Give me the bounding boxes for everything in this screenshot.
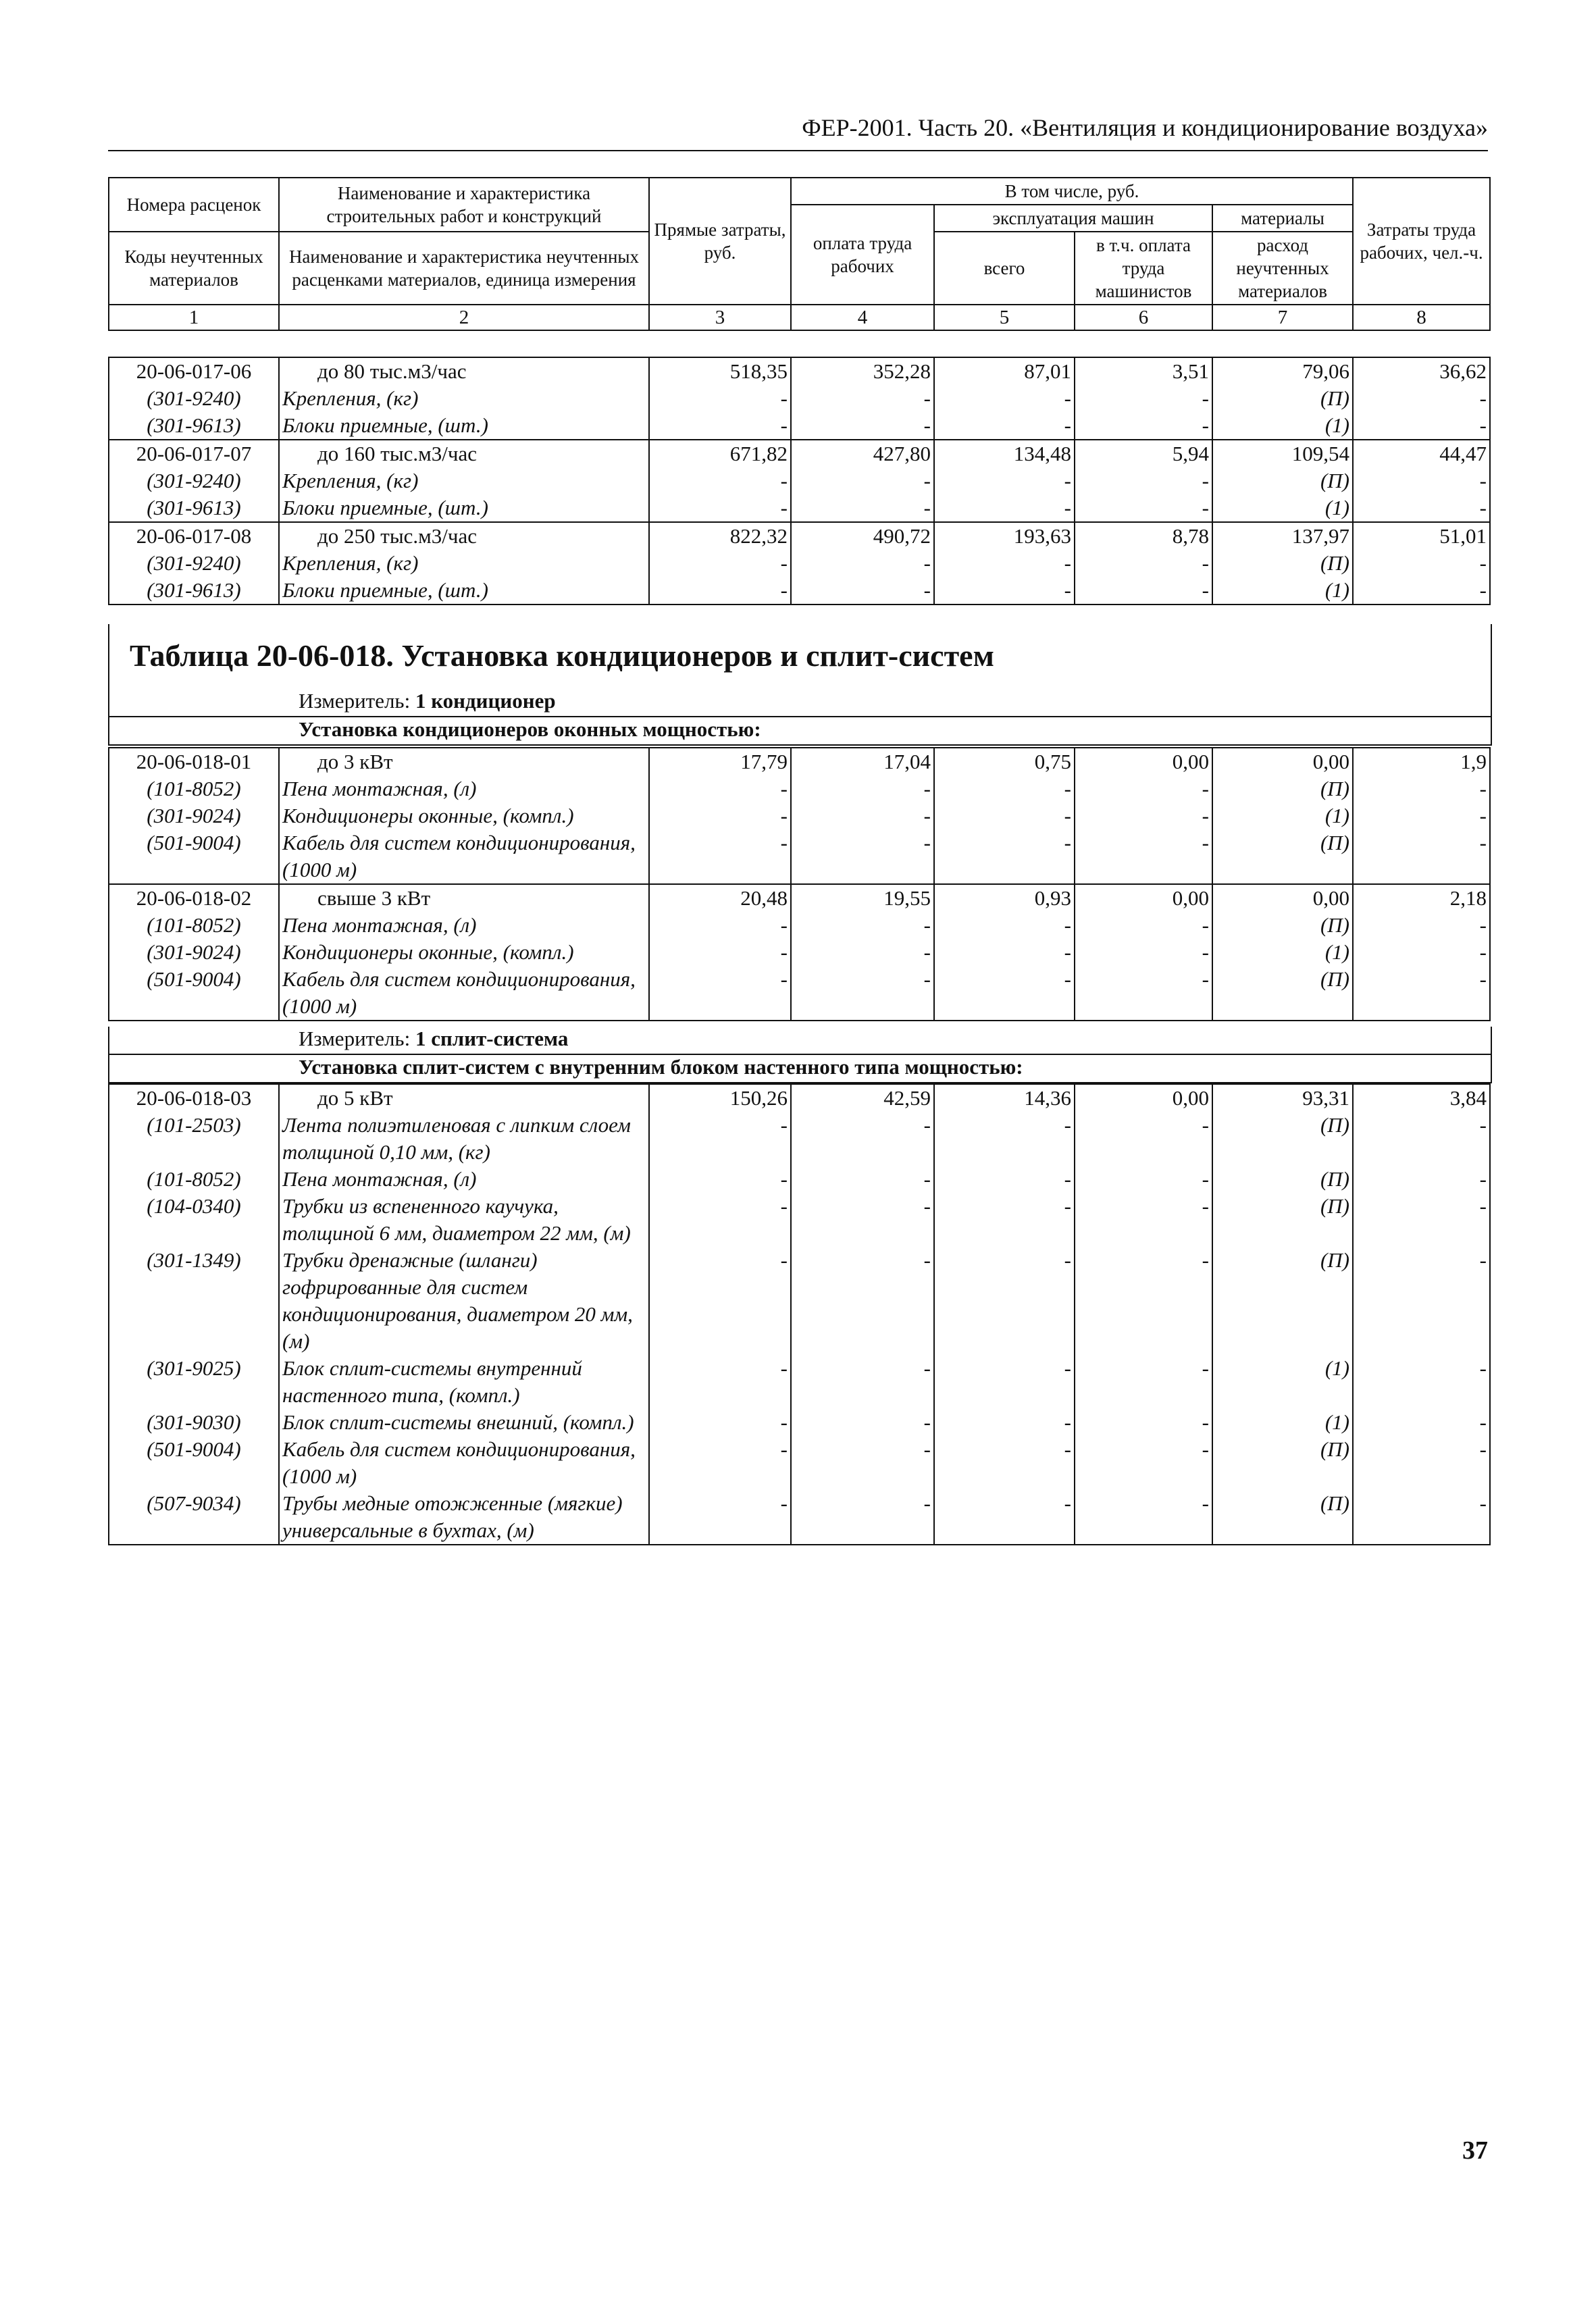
machine-total: 87,01 [934,357,1075,385]
dash-cell: - [649,1247,791,1355]
material-name: Лента полиэтиленовая с липким слоем толщиной 0,10 мм, (кг) [279,1112,649,1166]
material-code: (301-9024) [109,939,279,966]
dash-cell: - [934,912,1075,939]
dash-cell: - [649,1436,791,1490]
meter-value: 1 сплит-система [415,1027,569,1050]
rate-code: 20-06-017-06 [109,357,279,385]
material-name: Кабель для систем кондиционирования, (1000 м) [279,1436,649,1490]
dash-cell: - [1353,829,1490,884]
operator-pay: 0,00 [1075,1084,1212,1112]
meter-label: Измеритель: [299,689,411,713]
material-row [109,802,1490,829]
direct-cost: 150,26 [649,1084,791,1112]
dash-cell: - [934,939,1075,966]
dash-cell: - [791,912,934,939]
material-consumption: (1) [1212,802,1353,829]
material-name: Блок сплит-системы внешний, (компл.) [279,1409,649,1436]
dash-cell: - [649,1112,791,1166]
material-consumption: (П) [1212,829,1353,884]
material-code: (501-9004) [109,829,279,884]
dash-cell: - [791,1409,934,1436]
material-row [109,829,1490,884]
material-row [109,412,1490,440]
material-consumption: (П) [1212,1166,1353,1193]
labor-pay: 19,55 [791,884,934,912]
direct-cost: 518,35 [649,357,791,385]
dash-cell: - [791,385,934,412]
table-row [109,748,1490,775]
dash-cell: - [1075,467,1212,494]
table-18-part-1 [108,747,1491,1021]
col-number: 5 [934,305,1075,330]
material-code: (301-9240) [109,467,279,494]
labor-pay: 427,80 [791,440,934,467]
dash-cell: - [1075,829,1212,884]
dash-cell: - [1075,1409,1212,1436]
dash-cell: - [649,966,791,1021]
material-name: Блок сплит-системы внутренний настенного типа, (компл.) [279,1355,649,1409]
operator-pay: 0,00 [1075,748,1212,775]
dash-cell: - [649,775,791,802]
direct-cost: 17,79 [649,748,791,775]
dash-cell: - [1353,1112,1490,1166]
material-name: Крепления, (кг) [279,385,649,412]
dash-cell: - [791,467,934,494]
dash-cell: - [1353,577,1490,605]
material-row [109,494,1490,522]
labor-hours: 1,9 [1353,748,1490,775]
dash-cell: - [791,1112,934,1166]
dash-cell: - [791,1193,934,1247]
dash-cell: - [1075,1490,1212,1545]
dash-cell: - [791,577,934,605]
material-row [109,1247,1490,1355]
section-heading: Установка сплит-систем с внутренним блоком настенного типа мощностью: [109,1055,1491,1083]
col2-header-top: Наименование и характеристика строительных работ и конструкций [279,178,649,232]
material-consumption: (1) [1212,1355,1353,1409]
material-name: Трубки дренажные (шланги) гофрированные для систем кондиционирования, диаметром 20 мм, (м) [279,1247,649,1355]
dash-cell: - [1075,775,1212,802]
col3-header: Прямые затраты, руб. [649,178,791,305]
dash-cell: - [1075,1436,1212,1490]
dash-cell: - [934,1436,1075,1490]
material-row [109,1166,1490,1193]
labor-hours: 44,47 [1353,440,1490,467]
dash-cell: - [791,1436,934,1490]
meter-line [109,1027,1491,1055]
material-code: (104-0340) [109,1193,279,1247]
material-row [109,1355,1490,1409]
work-name: до 160 тыс.м3/час [279,440,649,467]
machine-total: 14,36 [934,1084,1075,1112]
dash-cell: - [791,494,934,522]
dash-cell: - [1075,550,1212,577]
material-code: (301-9025) [109,1355,279,1409]
dash-cell: - [649,550,791,577]
dash-cell: - [934,1193,1075,1247]
rate-code: 20-06-017-07 [109,440,279,467]
dash-cell: - [934,577,1075,605]
dash-cell: - [934,802,1075,829]
machine-total: 134,48 [934,440,1075,467]
direct-cost: 20,48 [649,884,791,912]
labor-pay: 490,72 [791,522,934,550]
operator-pay: 5,94 [1075,440,1212,467]
material-consumption: (1) [1212,577,1353,605]
table-18-subcaption [108,1027,1492,1083]
dash-cell: - [649,939,791,966]
dash-cell: - [1075,1193,1212,1247]
materials-value: 79,06 [1212,357,1353,385]
dash-cell: - [649,494,791,522]
material-row [109,1490,1490,1545]
col-number: 4 [791,305,934,330]
meter-line [109,689,1491,717]
dash-cell: - [1075,1112,1212,1166]
dash-cell: - [649,829,791,884]
material-name: Кондиционеры оконные, (компл.) [279,802,649,829]
column-header-table [108,177,1491,331]
material-consumption: (1) [1212,939,1353,966]
dash-cell: - [1353,775,1490,802]
material-code: (507-9034) [109,1490,279,1545]
col-number: 1 [109,305,279,330]
material-name: Кабель для систем кондиционирования, (1000 м) [279,966,649,1021]
material-row [109,1193,1490,1247]
material-consumption: (П) [1212,550,1353,577]
operator-pay: 8,78 [1075,522,1212,550]
material-row [109,912,1490,939]
material-name: Пена монтажная, (л) [279,775,649,802]
dash-cell: - [934,412,1075,440]
dash-cell: - [1353,1490,1490,1545]
material-row [109,1112,1490,1166]
page-number: 37 [1462,2136,1488,2165]
dash-cell: - [791,1166,934,1193]
material-code: (301-9613) [109,577,279,605]
dash-cell: - [1353,966,1490,1021]
dash-cell: - [1075,912,1212,939]
dash-cell: - [1353,1436,1490,1490]
rate-code: 20-06-018-02 [109,884,279,912]
col4-header: оплата труда рабочих [791,205,934,305]
material-name: Блоки приемные, (шт.) [279,494,649,522]
dash-cell: - [649,467,791,494]
material-code: (101-8052) [109,912,279,939]
material-name: Трубы медные отожженные (мягкие) универсальные в бухтах, (м) [279,1490,649,1545]
dash-cell: - [791,1490,934,1545]
material-name: Блоки приемные, (шт.) [279,577,649,605]
materials-value: 0,00 [1212,748,1353,775]
material-consumption: (П) [1212,1193,1353,1247]
dash-cell: - [1353,1355,1490,1409]
dash-cell: - [934,385,1075,412]
material-code: (101-8052) [109,775,279,802]
labor-pay: 17,04 [791,748,934,775]
labor-pay: 42,59 [791,1084,934,1112]
material-consumption: (П) [1212,775,1353,802]
col-number: 2 [279,305,649,330]
material-name: Трубки из вспененного каучука, толщиной 6 мм, диаметром 22 мм, (м) [279,1193,649,1247]
rate-code: 20-06-018-01 [109,748,279,775]
dash-cell: - [934,1355,1075,1409]
dash-cell: - [791,1247,934,1355]
material-consumption: (1) [1212,412,1353,440]
dash-cell: - [1075,385,1212,412]
labor-hours: 51,01 [1353,522,1490,550]
dash-cell: - [1353,1166,1490,1193]
table-row [109,357,1490,385]
material-code: (501-9004) [109,1436,279,1490]
material-row [109,966,1490,1021]
dash-cell: - [1353,1247,1490,1355]
material-consumption: (П) [1212,1436,1353,1490]
material-name: Кондиционеры оконные, (компл.) [279,939,649,966]
material-consumption: (П) [1212,1247,1353,1355]
material-row [109,1436,1490,1490]
dash-cell: - [934,1112,1075,1166]
dash-cell: - [791,550,934,577]
dash-cell: - [649,1355,791,1409]
table-18-caption [108,624,1492,746]
materials-value: 0,00 [1212,884,1353,912]
material-code: (301-9024) [109,802,279,829]
table-row [109,884,1490,912]
dash-cell: - [649,1490,791,1545]
material-row [109,775,1490,802]
dash-cell: - [934,775,1075,802]
material-row [109,1409,1490,1436]
running-header: ФЕР-2001. Часть 20. «Вентиляция и кондиционирование воздуха» [802,114,1488,141]
work-name: до 250 тыс.м3/час [279,522,649,550]
labor-pay: 352,28 [791,357,934,385]
rate-code: 20-06-018-03 [109,1084,279,1112]
material-consumption: (1) [1212,1409,1353,1436]
direct-cost: 822,32 [649,522,791,550]
rate-code: 20-06-017-08 [109,522,279,550]
material-name: Пена монтажная, (л) [279,1166,649,1193]
dash-cell: - [791,939,934,966]
table-row [109,522,1490,550]
dash-cell: - [1075,802,1212,829]
material-row [109,577,1490,605]
material-consumption: (П) [1212,1490,1353,1545]
group-header: В том числе, руб. [791,178,1353,205]
material-code: (101-2503) [109,1112,279,1166]
labor-hours: 2,18 [1353,884,1490,912]
dash-cell: - [934,1166,1075,1193]
dash-cell: - [649,412,791,440]
operator-pay: 0,00 [1075,884,1212,912]
material-code: (501-9004) [109,966,279,1021]
material-row [109,467,1490,494]
table-18-part-2 [108,1083,1491,1545]
dash-cell: - [1353,802,1490,829]
machines-header: эксплуатация машин [934,205,1212,232]
machine-total: 0,93 [934,884,1075,912]
dash-cell: - [1353,494,1490,522]
dash-cell: - [1353,412,1490,440]
material-code: (301-9240) [109,385,279,412]
dash-cell: - [791,966,934,1021]
dash-cell: - [1353,912,1490,939]
work-name: до 3 кВт [279,748,649,775]
col-number: 3 [649,305,791,330]
material-code: (301-1349) [109,1247,279,1355]
material-consumption: (П) [1212,912,1353,939]
dash-cell: - [791,802,934,829]
material-name: Крепления, (кг) [279,467,649,494]
dash-cell: - [791,775,934,802]
dash-cell: - [649,1409,791,1436]
dash-cell: - [1075,412,1212,440]
dash-cell: - [1353,385,1490,412]
meter-value: 1 кондиционер [415,689,556,713]
material-name: Кабель для систем кондиционирования, (1000 м) [279,829,649,884]
dash-cell: - [649,577,791,605]
col-number: 7 [1212,305,1353,330]
col8-header: Затраты труда рабочих, чел.-ч. [1353,178,1490,305]
col1-header-top: Номера расценок [109,178,279,232]
dash-cell: - [934,550,1075,577]
dash-cell: - [791,829,934,884]
col2-header-bottom: Наименование и характеристика неучтенных расценками материалов, единица измерения [279,232,649,305]
dash-cell: - [934,494,1075,522]
dash-cell: - [1075,966,1212,1021]
dash-cell: - [934,1490,1075,1545]
table-title: Таблица 20-06-018. Установка кондиционеров и сплит-систем [130,638,994,673]
work-name: до 5 кВт [279,1084,649,1112]
dash-cell: - [1075,494,1212,522]
material-name: Блоки приемные, (шт.) [279,412,649,440]
material-name: Пена монтажная, (л) [279,912,649,939]
operator-pay: 3,51 [1075,357,1212,385]
dash-cell: - [791,412,934,440]
section-heading: Установка кондиционеров оконных мощностью: [109,717,1491,746]
dash-cell: - [934,829,1075,884]
dash-cell: - [649,385,791,412]
dash-cell: - [1353,1409,1490,1436]
material-name: Крепления, (кг) [279,550,649,577]
materials-value: 93,31 [1212,1084,1353,1112]
dash-cell: - [649,1166,791,1193]
meter-label: Измеритель: [299,1027,411,1050]
dash-cell: - [934,966,1075,1021]
table-17-body [108,357,1491,605]
material-code: (301-9240) [109,550,279,577]
material-row [109,939,1490,966]
material-consumption: (П) [1212,467,1353,494]
dash-cell: - [649,912,791,939]
dash-cell: - [1075,1355,1212,1409]
col6-header: в т.ч. оплата труда машинистов [1075,232,1212,305]
table-row [109,1084,1490,1112]
material-row [109,385,1490,412]
material-consumption: (П) [1212,1112,1353,1166]
header-rule [108,150,1488,151]
dash-cell: - [934,467,1075,494]
dash-cell: - [1075,939,1212,966]
col7-header: расход неучтенных материалов [1212,232,1353,305]
dash-cell: - [1075,1166,1212,1193]
material-code: (301-9613) [109,412,279,440]
machine-total: 193,63 [934,522,1075,550]
machine-total: 0,75 [934,748,1075,775]
work-name: свыше 3 кВт [279,884,649,912]
material-code: (101-8052) [109,1166,279,1193]
direct-cost: 671,82 [649,440,791,467]
dash-cell: - [1075,577,1212,605]
col1-header-bottom: Коды неучтенных материалов [109,232,279,305]
dash-cell: - [934,1409,1075,1436]
dash-cell: - [1075,1247,1212,1355]
dash-cell: - [1353,550,1490,577]
material-consumption: (1) [1212,494,1353,522]
materials-header: материалы [1212,205,1353,232]
labor-hours: 36,62 [1353,357,1490,385]
col-number: 8 [1353,305,1490,330]
table-row [109,440,1490,467]
materials-value: 137,97 [1212,522,1353,550]
dash-cell: - [649,802,791,829]
material-code: (301-9613) [109,494,279,522]
dash-cell: - [1353,467,1490,494]
material-row [109,550,1490,577]
dash-cell: - [649,1193,791,1247]
col-number: 6 [1075,305,1212,330]
material-consumption: (П) [1212,385,1353,412]
material-consumption: (П) [1212,966,1353,1021]
materials-value: 109,54 [1212,440,1353,467]
work-name: до 80 тыс.м3/час [279,357,649,385]
dash-cell: - [1353,1193,1490,1247]
dash-cell: - [1353,939,1490,966]
material-code: (301-9030) [109,1409,279,1436]
dash-cell: - [934,1247,1075,1355]
labor-hours: 3,84 [1353,1084,1490,1112]
dash-cell: - [791,1355,934,1409]
col5-header: всего [934,232,1075,305]
